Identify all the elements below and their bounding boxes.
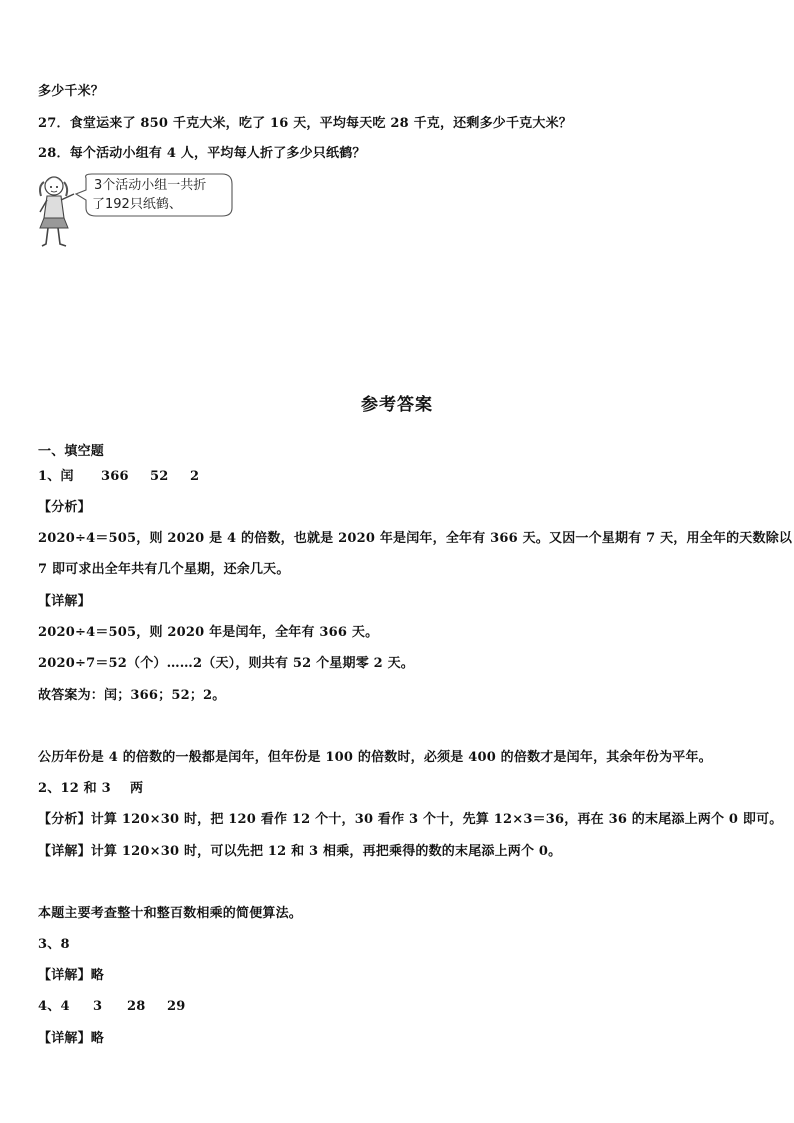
answer-1-value-3: 2 <box>190 469 200 484</box>
answer-1-value-1: 366 <box>101 469 129 484</box>
answer-1-value-2: 52 <box>150 469 169 484</box>
answer-4-value-1: 3 <box>93 999 103 1014</box>
detail-label: 【详解】 <box>38 594 91 609</box>
detail-text-1: 2020÷4＝505，则 2020 年是闰年，全年有 366 天。 <box>38 625 379 640</box>
answer-3-detail: 【详解】略 <box>38 968 105 983</box>
question-27: 27．食堂运来了 850 千克大米，吃了 16 天，平均每天吃 28 千克，还剩多少千克大米？ <box>38 116 572 131</box>
answer-4-value-2: 28 <box>127 999 146 1014</box>
speech-bubble-line-1: 3个活动小组一共折 <box>94 178 207 193</box>
answer-2-number: 2、12 和 3 <box>38 781 111 796</box>
answer-1-number: 1、闰 <box>38 469 74 484</box>
answer-1 <box>38 469 199 485</box>
answer-4-detail: 【详解】略 <box>38 1031 105 1046</box>
answer-4-number: 4、4 <box>38 999 70 1014</box>
section-heading: 一、填空题 <box>38 444 105 459</box>
analysis-label: 【分析】 <box>38 500 91 515</box>
analysis-text-1: 2020÷4＝505，则 2020 是 4 的倍数，也就是 2020 年是闰年，全年有 366 天。又因一个星期有 7 天，用全年的天数除以 <box>38 531 793 546</box>
answer-3: 3、8 <box>38 937 70 952</box>
answers-title: 参考答案 <box>361 395 433 415</box>
girl-speech-illustration <box>36 172 236 252</box>
detail-text-3: 故答案为：闰；366；52；2。 <box>38 688 226 703</box>
answer-4 <box>38 999 186 1015</box>
question-28: 28．每个活动小组有 4 人，平均每人折了多少只纸鹤？ <box>38 146 366 161</box>
answer-2-note: 本题主要考查整十和整百数相乘的简便算法。 <box>38 906 303 921</box>
answer-1-note: 公历年份是 4 的倍数的一般都是闰年，但年份是 100 的倍数时，必须是 400 的倍数才是闰年，其余年份为平年。 <box>38 750 712 765</box>
speech-bubble-line-2: 了192只纸鹤、 <box>92 197 182 212</box>
question-continuation: 多少千米？ <box>38 84 105 99</box>
analysis-text-2: 7 即可求出全年共有几个星期，还余几天。 <box>38 562 290 577</box>
detail-text-2: 2020÷7＝52（个）……2（天），则共有 52 个星期零 2 天。 <box>38 656 414 671</box>
answer-2-detail: 【详解】计算 120×30 时，可以先把 12 和 3 相乘，再把乘得的数的末尾添上两个 0。 <box>38 844 562 859</box>
answer-2-analysis: 【分析】计算 120×30 时，把 120 看作 12 个十，30 看作 3 个十，先算 12×3＝36，再在 36 的末尾添上两个 0 即可。 <box>38 812 783 827</box>
answer-4-value-3: 29 <box>167 999 186 1014</box>
answer-2-value-1: 两 <box>130 781 144 796</box>
answer-2 <box>38 781 143 797</box>
